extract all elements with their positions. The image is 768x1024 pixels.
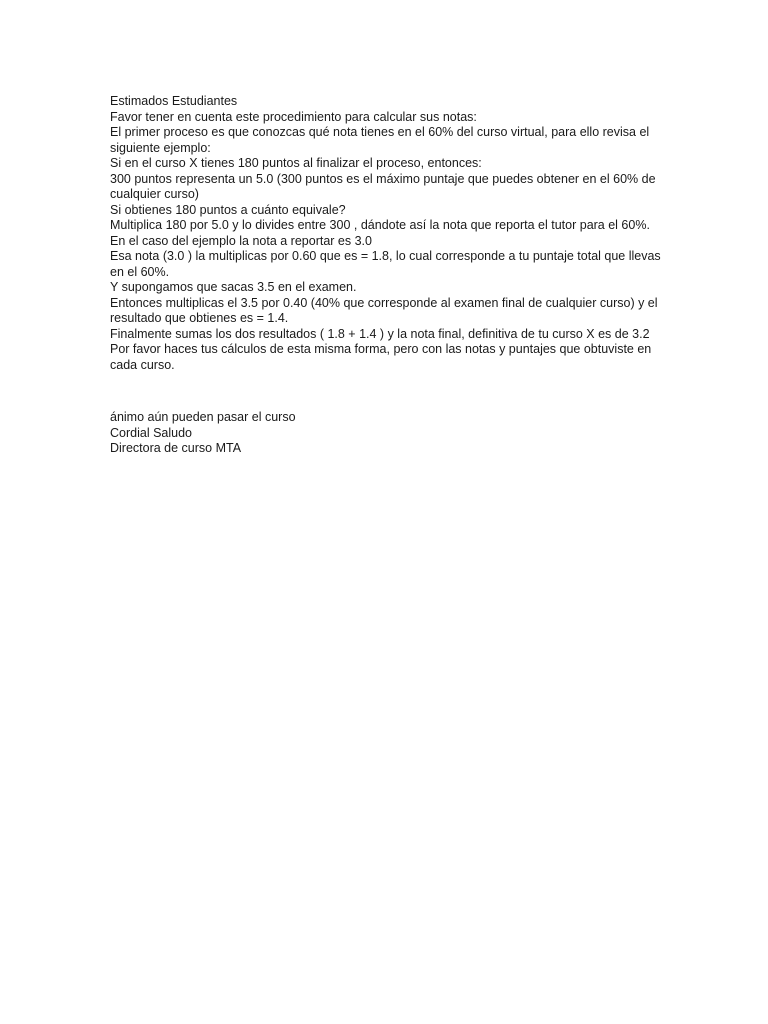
paragraph: El primer proceso es que conozcas qué nota tienes en el 60% del curso virtual, para ello revisa el siguiente ejemplo: — [110, 125, 650, 155]
closing-line: Cordial Saludo — [110, 425, 192, 440]
encouragement-line: ánimo aún pueden pasar el curso — [110, 410, 296, 424]
paragraph: Finalmente sumas los dos resultados ( 1.8 + 1.4 ) y la nota final, definitiva de tu curso X es de 3.2 — [110, 326, 650, 341]
intro-line: Favor tener en cuenta este procedimiento para calcular sus notas: — [110, 109, 477, 124]
greeting: Estimados Estudiantes — [110, 94, 238, 108]
paragraph: Esa nota (3.0 ) la multiplicas por 0.60 que es = 1.8, lo cual corresponde a tu puntaje total que llevas en el 60%. — [110, 249, 661, 279]
paragraph: En el caso del ejemplo la nota a reportar es 3.0 — [110, 233, 372, 248]
paragraph: 300 puntos representa un 5.0 (300 puntos es el máximo puntaje que puedes obtener en el 60% de cualquier curso) — [110, 171, 656, 201]
paragraph: Si obtienes 180 puntos a cuánto equivale? — [110, 202, 346, 217]
paragraph: Y supongamos que sacas 3.5 en el examen. — [110, 280, 357, 294]
signature-line: Directora de curso MTA — [110, 441, 242, 455]
paragraph: Multiplica 180 por 5.0 y lo divides entre 300 , dándote así la nota que reporta el tutor para el 60%. — [110, 218, 650, 232]
paragraph: Por favor haces tus cálculos de esta misma forma, pero con las notas y puntajes que obtuviste en cada curso. — [110, 342, 652, 372]
paragraph: Entonces multiplicas el 3.5 por 0.40 (40% que corresponde al examen final de cualquier curso) y el resultado que obtienes es = 1.4. — [110, 295, 658, 325]
paragraph: Si en el curso X tienes 180 puntos al finalizar el proceso, entonces: — [110, 156, 482, 170]
letter-body — [110, 94, 670, 457]
